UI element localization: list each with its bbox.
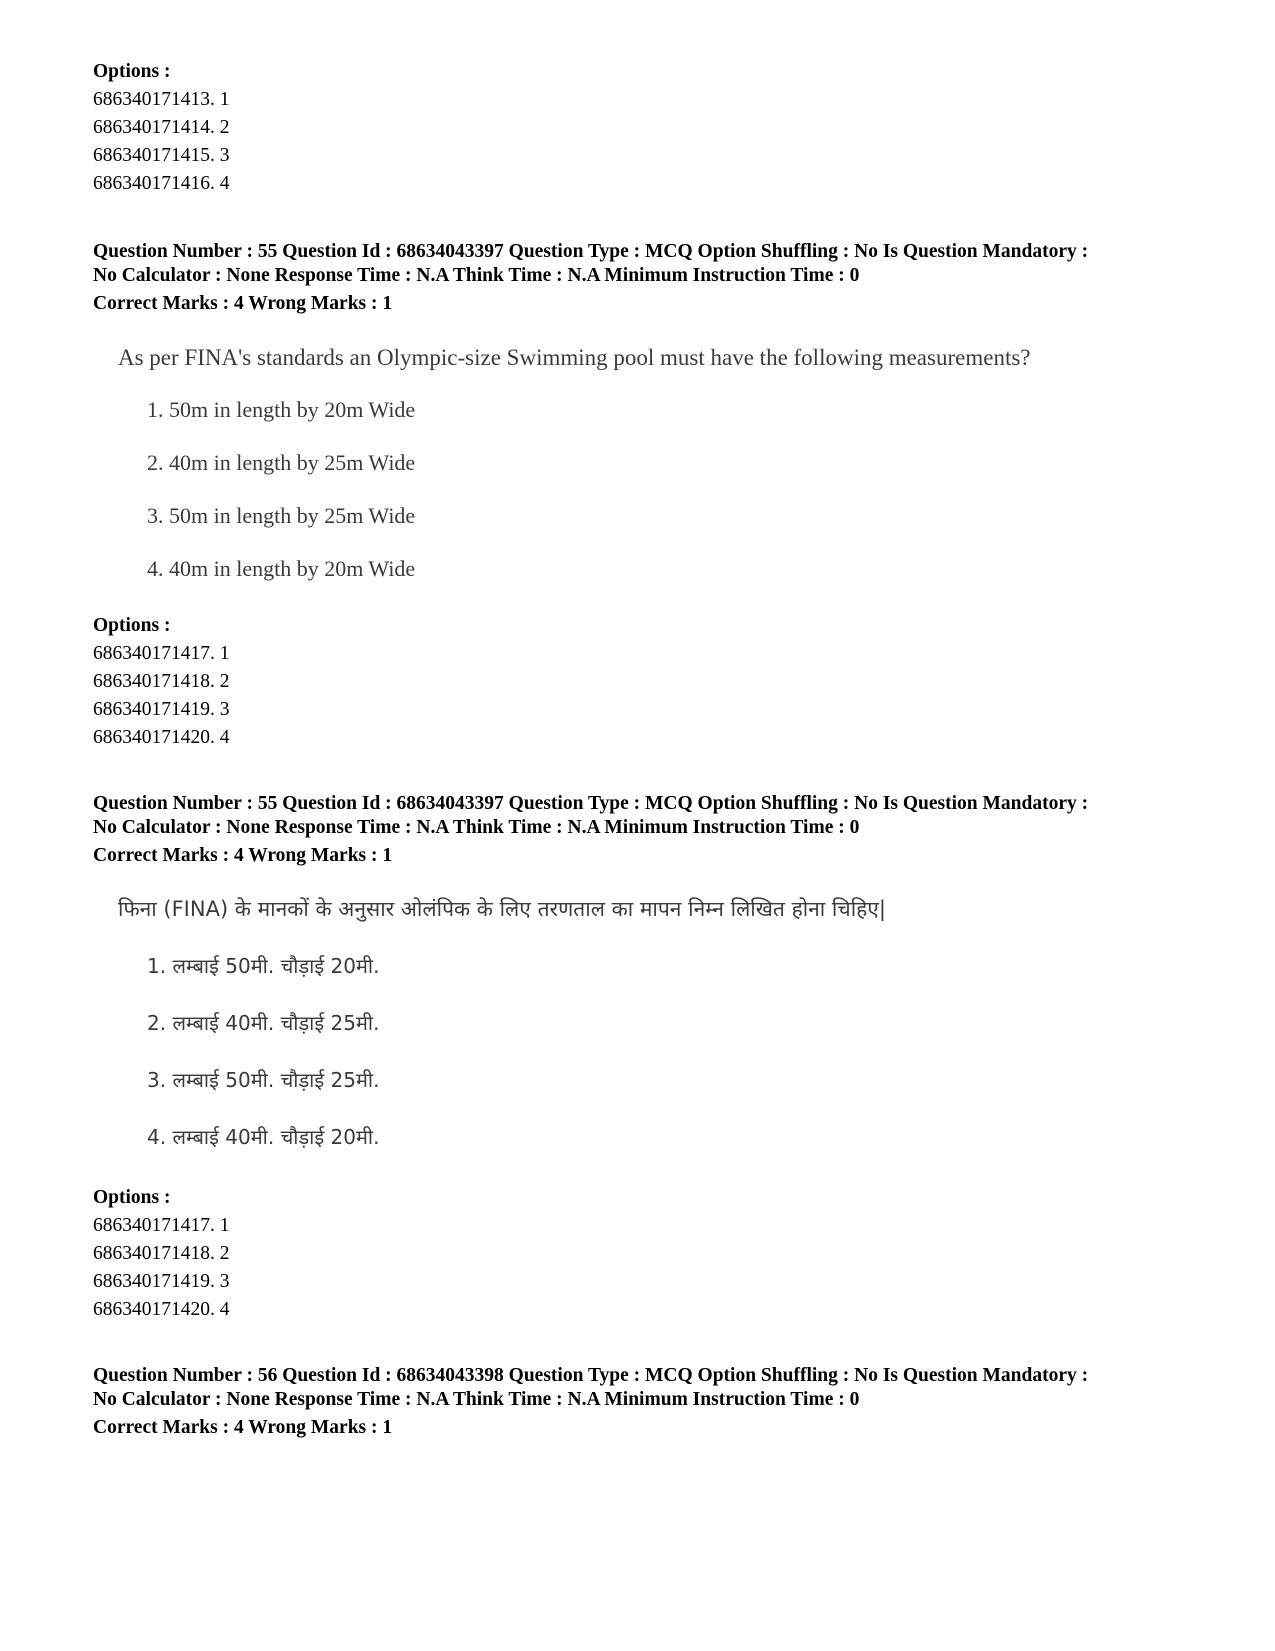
option-item: 686340171414. 2 (93, 117, 230, 138)
option-item: 686340171419. 3 (93, 699, 230, 720)
question-text: फिना (FINA) के मानकों के अनुसार ओलंपिक के लिए तरणताल का मापन निम्न लिखित होना चिहिए| (118, 897, 886, 921)
question-choice: 3. 50m in length by 25m Wide (147, 503, 416, 528)
option-item: 686340171417. 1 (93, 1215, 230, 1236)
options-label: Options : (93, 615, 171, 636)
question-choice: 2. लम्बाई 40मी. चौड़ाई 25मी. (147, 1011, 380, 1035)
question-marks: Correct Marks : 4 Wrong Marks : 1 (93, 293, 393, 314)
option-item: 686340171415. 3 (93, 145, 230, 166)
question-choice: 4. 40m in length by 20m Wide (147, 556, 416, 581)
question-text: As per FINA's standards an Olympic-size Swimming pool must have the following measurements? (118, 345, 1031, 370)
question-header-line1: Question Number : 56 Question Id : 68634043398 Question Type : MCQ Option Shuffling : No Is Question Mandatory : (93, 1365, 1089, 1386)
option-item: 686340171416. 4 (93, 173, 230, 194)
question-header-line2: No Calculator : None Response Time : N.A Think Time : N.A Minimum Instruction Time : 0 (93, 265, 860, 286)
options-label: Options : (93, 1187, 171, 1208)
question-choice: 1. लम्बाई 50मी. चौड़ाई 20मी. (147, 954, 380, 978)
question-choice: 2. 40m in length by 25m Wide (147, 450, 416, 475)
question-header-line1: Question Number : 55 Question Id : 68634043397 Question Type : MCQ Option Shuffling : No Is Question Mandatory : (93, 241, 1089, 262)
option-item: 686340171420. 4 (93, 727, 230, 748)
question-choice: 3. लम्बाई 50मी. चौड़ाई 25मी. (147, 1068, 380, 1092)
option-item: 686340171418. 2 (93, 1243, 230, 1264)
option-item: 686340171417. 1 (93, 643, 230, 664)
option-item: 686340171419. 3 (93, 1271, 230, 1292)
question-header-line2: No Calculator : None Response Time : N.A Think Time : N.A Minimum Instruction Time : 0 (93, 1389, 860, 1410)
options-label: Options : (93, 61, 171, 82)
option-item: 686340171413. 1 (93, 89, 230, 110)
question-header-line1: Question Number : 55 Question Id : 68634043397 Question Type : MCQ Option Shuffling : No Is Question Mandatory : (93, 793, 1089, 814)
question-marks: Correct Marks : 4 Wrong Marks : 1 (93, 845, 393, 866)
question-choice: 1. 50m in length by 20m Wide (147, 397, 416, 422)
option-item: 686340171420. 4 (93, 1299, 230, 1320)
question-header-line2: No Calculator : None Response Time : N.A Think Time : N.A Minimum Instruction Time : 0 (93, 817, 860, 838)
question-marks: Correct Marks : 4 Wrong Marks : 1 (93, 1417, 393, 1438)
option-item: 686340171418. 2 (93, 671, 230, 692)
question-choice: 4. लम्बाई 40मी. चौड़ाई 20मी. (147, 1125, 380, 1149)
